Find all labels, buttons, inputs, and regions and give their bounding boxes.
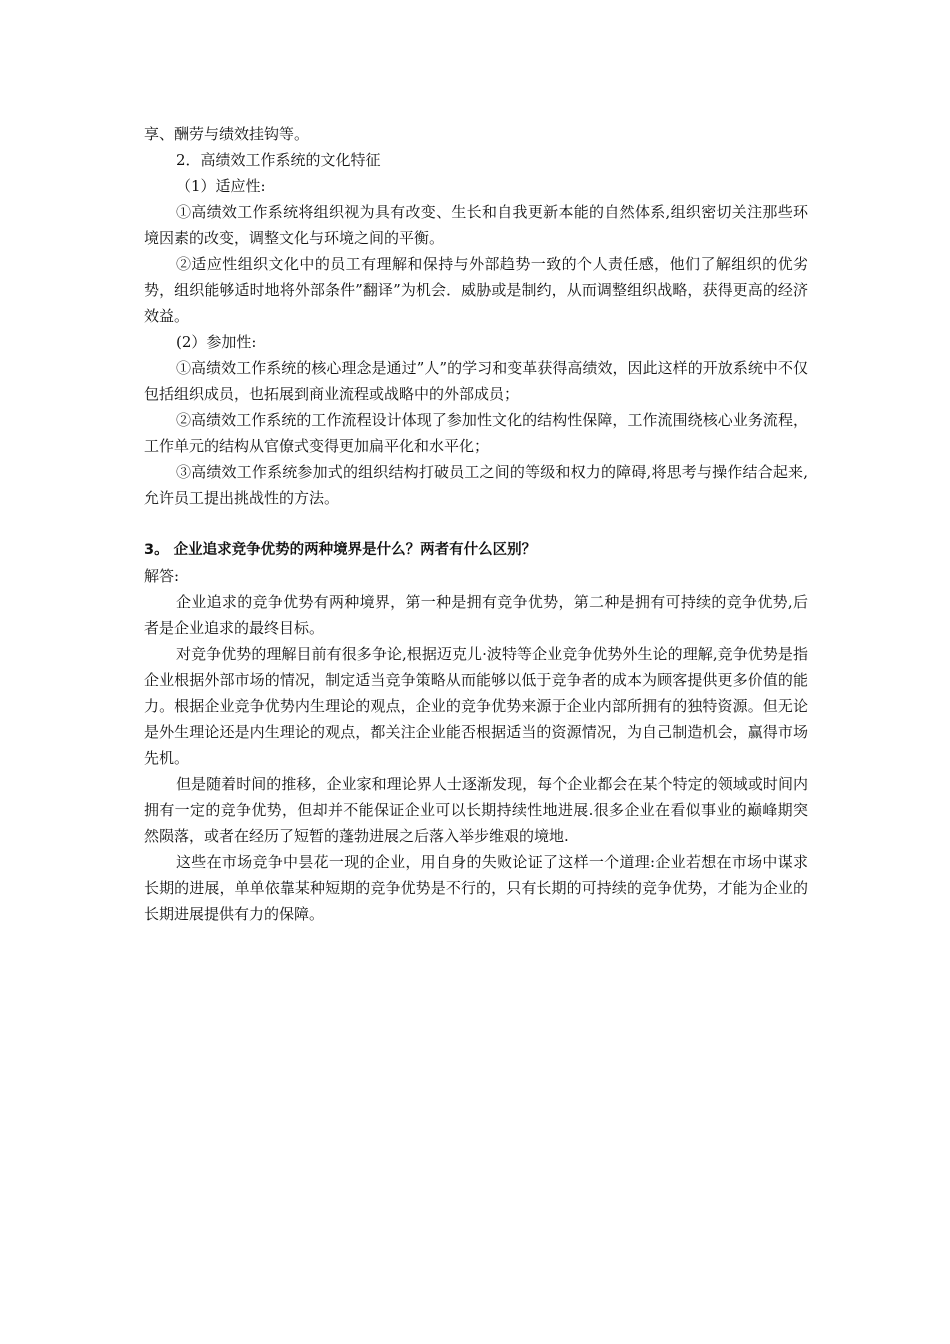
subsection-adaptability: （1）适应性: [176,177,266,195]
section-2-title: 2．高绩效工作系统的文化特征 [176,151,381,169]
paragraph-participation-3: ③高绩效工作系统参加式的组织结构打破员工之间的等级和权力的障碍,将思考与操作结合起来,允许员工提出挑战性的方法。 [144,463,808,507]
paragraph-participation-2: ②高绩效工作系统的工作流程设计体现了参加性文化的结构性保障，工作流围绕核心业务流程，工作单元的结构从官僚式变得更加扁平化和水平化； [144,411,808,455]
subsection-participation: (2）参加性: [176,333,257,351]
document-page [144,121,808,927]
paragraph-continuation: 享、酬劳与绩效挂钩等。 [144,125,310,143]
section-3-heading: 3。 企业追求竞争优势的两种境界是什么？两者有什么区别？ [144,542,537,558]
answer-label: 解答: [144,567,180,585]
answer-paragraph-4: 这些在市场竞争中昙花一现的企业，用自身的失败论证了这样一个道理:企业若想在市场中谋求长期的进展，单单依靠某种短期的竞争优势是不行的，只有长期的可持续的竞争优势，才能为企业的长期进展提供有力的保障。 [144,853,808,923]
paragraph-adaptability-2: ②适应性组织文化中的员工有理解和保持与外部趋势一致的个人责任感，他们了解组织的优劣势，组织能够适时地将外部条件”翻译”为机会．威胁或是制约，从而调整组织战略，获得更高的经济效益。 [144,255,808,325]
paragraph-adaptability-1: ①高绩效工作系统将组织视为具有改变、生长和自我更新本能的自然体系,组织密切关注那些环境因素的改变，调整文化与环境之间的平衡。 [144,203,808,247]
answer-paragraph-3: 但是随着时间的推移，企业家和理论界人士逐渐发现，每个企业都会在某个特定的领域或时间内拥有一定的竞争优势，但却并不能保证企业可以长期持续性地进展.很多企业在看似事业的巅峰期突然陨落，或者在经历了短暂的蓬勃进展之后落入举步维艰的境地. [144,775,808,845]
answer-paragraph-1: 企业追求的竞争优势有两种境界，第一种是拥有竞争优势，第二种是拥有可持续的竞争优势,后者是企业追求的最终目标。 [144,593,808,637]
paragraph-participation-1: ①高绩效工作系统的核心理念是通过”人”的学习和变革获得高绩效，因此这样的开放系统中不仅包括组织成员，也拓展到商业流程或战略中的外部成员； [144,359,808,403]
answer-paragraph-2: 对竞争优势的理解目前有很多争论,根据迈克儿·波特等企业竞争优势外生论的理解,竞争优势是指企业根据外部市场的情况，制定适当竞争策略从而能够以低于竞争者的成本为顾客提供更多价值的能力。根据企业竞争优势内生理论的观点，企业的竞争优势来源于企业内部所拥有的独特资源。但无论是外生理论还是内生理论的观点，都关注企业能否根据适当的资源情况，为自己制造机会，赢得市场先机。 [144,645,808,767]
